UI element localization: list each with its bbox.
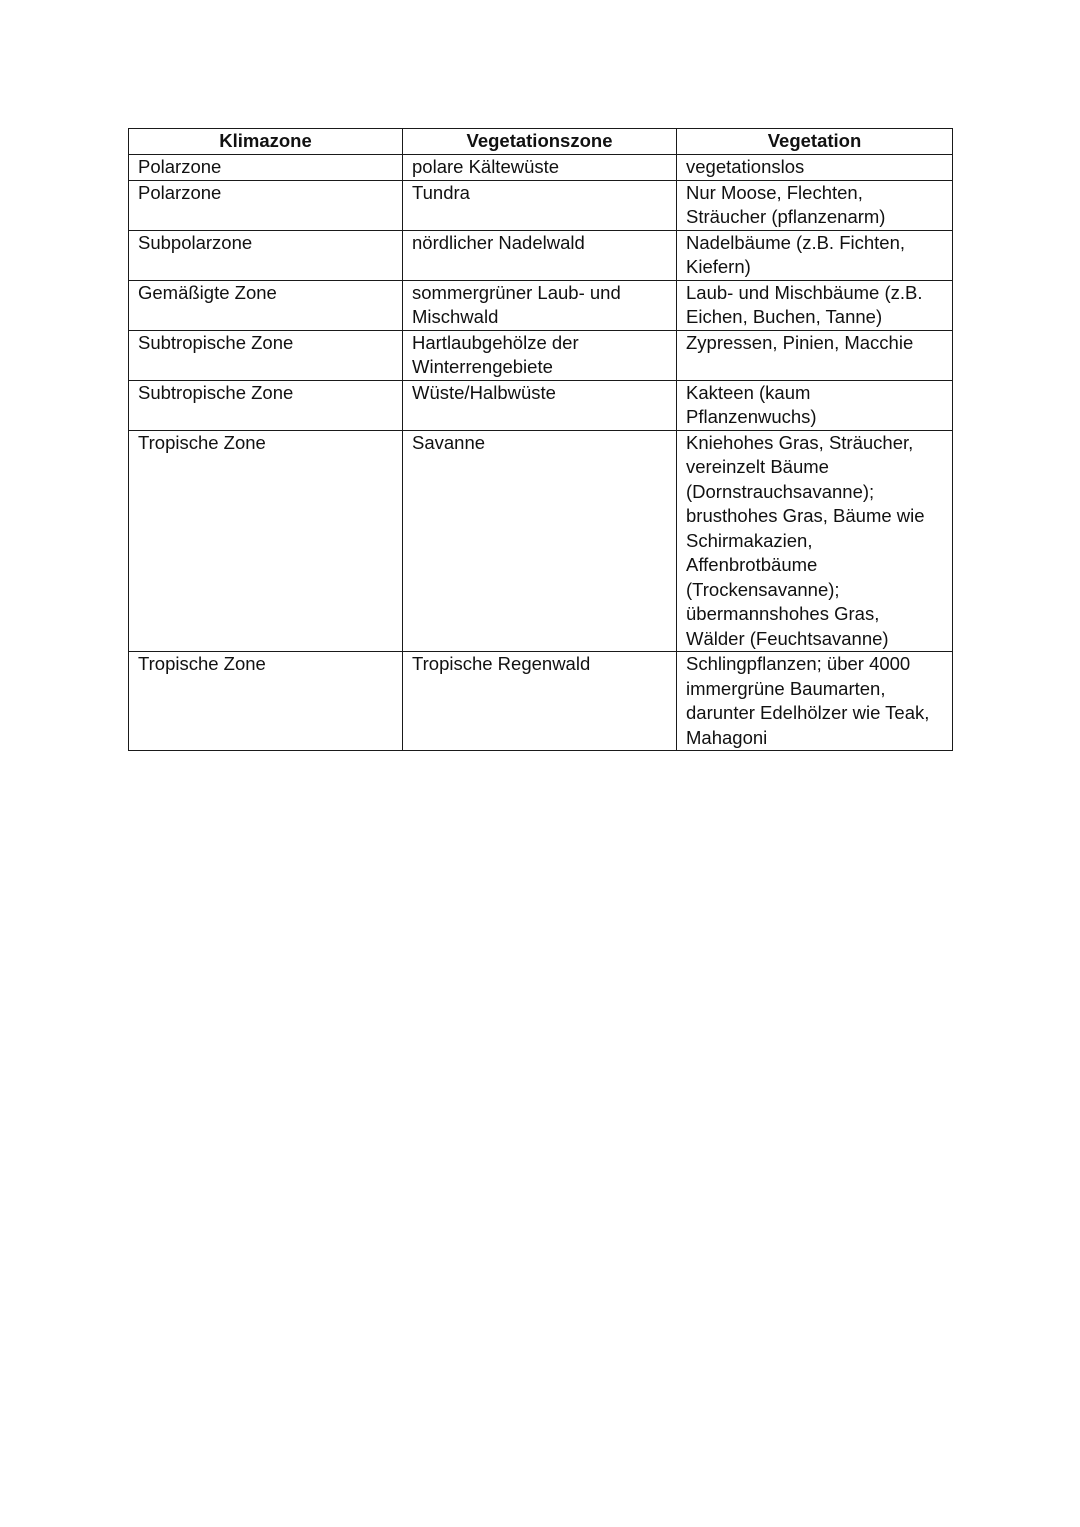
- cell-vegetationszone: Tropische Regenwald: [403, 652, 677, 751]
- cell-vegetation: Schlingpflanzen; über 4000 immergrüne Baumarten, darunter Edelhölzer wie Teak, Mahagoni: [677, 652, 953, 751]
- cell-vegetation: Zypressen, Pinien, Macchie: [677, 330, 953, 380]
- table-row: [129, 180, 953, 230]
- cell-vegetationszone: Savanne: [403, 430, 677, 652]
- cell-klimazone: Polarzone: [129, 180, 403, 230]
- cell-klimazone: Tropische Zone: [129, 652, 403, 751]
- cell-klimazone: Polarzone: [129, 155, 403, 181]
- cell-vegetation: Kniehohes Gras, Sträucher, vereinzelt Bäume (Dornstrauchsavanne); brusthohes Gras, Bäume wie Schirmakazien, Affenbrotbäume (Trockensavanne); übermannshohes Gras, Wälder (Feuchtsavanne): [677, 430, 953, 652]
- table-row: [129, 155, 953, 181]
- cell-vegetationszone: nördlicher Nadelwald: [403, 230, 677, 280]
- cell-vegetation: vegetationslos: [677, 155, 953, 181]
- cell-vegetationszone: Wüste/Halbwüste: [403, 380, 677, 430]
- cell-vegetationszone: polare Kältewüste: [403, 155, 677, 181]
- cell-vegetation: Laub- und Mischbäume (z.B. Eichen, Buchen, Tanne): [677, 280, 953, 330]
- cell-klimazone: Subtropische Zone: [129, 380, 403, 430]
- cell-vegetation: Nadelbäume (z.B. Fichten, Kiefern): [677, 230, 953, 280]
- climate-vegetation-table: [128, 128, 953, 751]
- cell-vegetation: Nur Moose, Flechten, Sträucher (pflanzenarm): [677, 180, 953, 230]
- table-row: [129, 430, 953, 652]
- table-header-row: [129, 129, 953, 155]
- table-row: [129, 652, 953, 751]
- column-header-klimazone: Klimazone: [129, 129, 403, 155]
- cell-vegetation: Kakteen (kaum Pflanzenwuchs): [677, 380, 953, 430]
- cell-vegetationszone: sommergrüner Laub- und Mischwald: [403, 280, 677, 330]
- table-row: [129, 280, 953, 330]
- column-header-vegetation: Vegetation: [677, 129, 953, 155]
- cell-klimazone: Subpolarzone: [129, 230, 403, 280]
- cell-klimazone: Subtropische Zone: [129, 330, 403, 380]
- cell-klimazone: Gemäßigte Zone: [129, 280, 403, 330]
- cell-vegetationszone: Hartlaubgehölze der Winterrengebiete: [403, 330, 677, 380]
- cell-klimazone: Tropische Zone: [129, 430, 403, 652]
- table-row: [129, 230, 953, 280]
- table-row: [129, 330, 953, 380]
- table-row: [129, 380, 953, 430]
- cell-vegetationszone: Tundra: [403, 180, 677, 230]
- column-header-vegetationszone: Vegetationszone: [403, 129, 677, 155]
